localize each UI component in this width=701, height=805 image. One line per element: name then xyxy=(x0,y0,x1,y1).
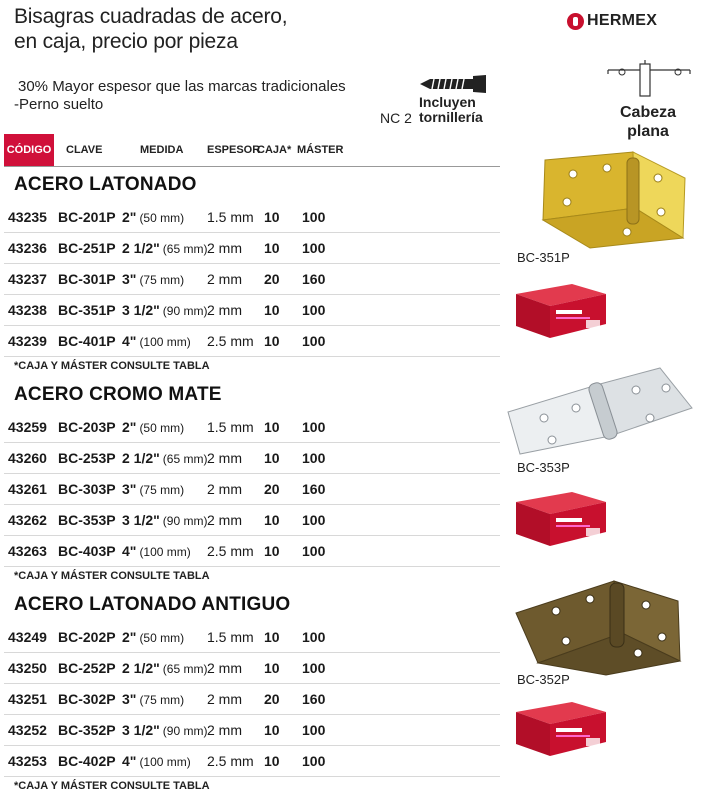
cell-clave: BC-351P xyxy=(58,302,116,318)
cell-clave: BC-251P xyxy=(58,240,116,256)
section-title: ACERO LATONADO xyxy=(14,174,197,195)
cell-medida xyxy=(122,722,207,738)
nc-label: NC 2 xyxy=(380,110,412,126)
title-line-1: Bisagras cuadradas de acero, xyxy=(14,5,288,28)
col-master: MÁSTER xyxy=(297,144,344,156)
cell-master: 100 xyxy=(302,240,326,256)
cell-master: 160 xyxy=(302,271,326,287)
section-title: ACERO LATONADO ANTIGUO xyxy=(14,594,291,615)
cell-espesor: 2 mm xyxy=(207,660,242,676)
head-label-line-1: Cabeza xyxy=(619,104,677,121)
cell-caja: 10 xyxy=(264,302,280,318)
cell-codigo: 43238 xyxy=(8,302,47,318)
sku-label-chrome: BC-353P xyxy=(517,460,570,475)
cell-medida xyxy=(122,419,184,435)
cell-medida xyxy=(122,660,207,676)
table-row xyxy=(4,746,500,777)
cell-medida xyxy=(122,629,184,645)
cell-codigo: 43252 xyxy=(8,722,47,738)
cell-codigo: 43235 xyxy=(8,209,47,225)
cell-medida xyxy=(122,691,184,707)
cell-clave: BC-403P xyxy=(58,543,116,559)
medida-inches: 3" xyxy=(122,481,137,497)
medida-mm: (75 mm) xyxy=(139,273,185,287)
cell-medida xyxy=(122,333,191,349)
cell-codigo: 43260 xyxy=(8,450,47,466)
screw-icon xyxy=(418,74,488,94)
feature-pin: -Perno suelto xyxy=(14,96,104,113)
medida-mm: (75 mm) xyxy=(139,693,185,707)
medida-inches: 4" xyxy=(122,753,137,769)
hinge-chrome-image xyxy=(500,362,695,462)
cell-medida xyxy=(122,209,184,225)
medida-inches: 2 1/2" xyxy=(122,240,160,256)
table-row xyxy=(4,536,500,567)
cell-espesor: 2.5 mm xyxy=(207,543,254,559)
cell-clave: BC-303P xyxy=(58,481,116,497)
medida-mm: (90 mm) xyxy=(162,304,208,318)
hinge-antique-image xyxy=(510,577,690,677)
medida-mm: (65 mm) xyxy=(162,662,208,676)
medida-mm: (65 mm) xyxy=(162,242,208,256)
cell-master: 100 xyxy=(302,543,326,559)
table-row xyxy=(4,264,500,295)
table-row xyxy=(4,653,500,684)
medida-mm: (90 mm) xyxy=(162,724,208,738)
medida-mm: (100 mm) xyxy=(139,755,191,769)
cell-espesor: 2.5 mm xyxy=(207,333,254,349)
col-codigo: CÓDIGO xyxy=(4,134,54,166)
cell-espesor: 2 mm xyxy=(207,481,242,497)
medida-mm: (65 mm) xyxy=(162,452,208,466)
medida-mm: (75 mm) xyxy=(139,483,185,497)
cell-caja: 10 xyxy=(264,722,280,738)
hinge-brass-image xyxy=(515,150,690,250)
cell-clave: BC-201P xyxy=(58,209,116,225)
brand-name: HERMEX xyxy=(587,12,658,29)
cell-espesor: 2 mm xyxy=(207,240,242,256)
medida-mm: (100 mm) xyxy=(139,545,191,559)
cell-master: 100 xyxy=(302,333,326,349)
cell-espesor: 2.5 mm xyxy=(207,753,254,769)
cell-master: 160 xyxy=(302,481,326,497)
col-caja: CAJA* xyxy=(257,144,292,156)
table-row xyxy=(4,715,500,746)
sku-label-brass: BC-351P xyxy=(517,250,570,265)
cell-medida xyxy=(122,481,184,497)
cell-medida xyxy=(122,512,207,528)
cell-clave: BC-202P xyxy=(58,629,116,645)
sku-label-antique: BC-352P xyxy=(517,672,570,687)
cell-caja: 10 xyxy=(264,543,280,559)
cell-codigo: 43253 xyxy=(8,753,47,769)
cell-caja: 10 xyxy=(264,333,280,349)
cell-medida xyxy=(122,753,191,769)
page-title xyxy=(14,4,287,54)
product-box-image xyxy=(512,490,608,548)
cell-master: 100 xyxy=(302,722,326,738)
cell-codigo: 43250 xyxy=(8,660,47,676)
cell-caja: 10 xyxy=(264,450,280,466)
table-row xyxy=(4,233,500,264)
flat-head-diagram-icon xyxy=(606,60,692,100)
cell-medida xyxy=(122,450,207,466)
cell-caja: 20 xyxy=(264,691,280,707)
brand-logo xyxy=(567,12,657,30)
cell-codigo: 43239 xyxy=(8,333,47,349)
col-clave: CLAVE xyxy=(66,144,103,156)
cell-medida xyxy=(122,302,207,318)
medida-mm: (90 mm) xyxy=(162,514,208,528)
cell-clave: BC-252P xyxy=(58,660,116,676)
table-note: *CAJA Y MÁSTER CONSULTE TABLA xyxy=(14,360,210,372)
cell-medida xyxy=(122,240,207,256)
col-espesor: ESPESOR xyxy=(207,144,261,156)
cell-espesor: 1.5 mm xyxy=(207,209,254,225)
col-medida: MEDIDA xyxy=(140,144,184,156)
section-title: ACERO CROMO MATE xyxy=(14,384,222,405)
screws-included-label xyxy=(419,95,483,125)
flat-head-label xyxy=(608,103,688,141)
medida-mm: (50 mm) xyxy=(139,421,185,435)
cell-codigo: 43259 xyxy=(8,419,47,435)
medida-inches: 4" xyxy=(122,543,137,559)
cell-master: 100 xyxy=(302,302,326,318)
cell-codigo: 43263 xyxy=(8,543,47,559)
cell-caja: 10 xyxy=(264,629,280,645)
subtitle xyxy=(14,78,346,114)
table-row xyxy=(4,474,500,505)
cell-clave: BC-302P xyxy=(58,691,116,707)
table-row xyxy=(4,622,500,653)
feature-thickness: 30% Mayor espesor que las marcas tradicionales xyxy=(18,78,346,95)
medida-inches: 2 1/2" xyxy=(122,660,160,676)
table-row xyxy=(4,295,500,326)
head-label-line-2: plana xyxy=(627,123,669,140)
cell-caja: 10 xyxy=(264,209,280,225)
cell-clave: BC-402P xyxy=(58,753,116,769)
medida-inches: 2" xyxy=(122,419,137,435)
cell-codigo: 43261 xyxy=(8,481,47,497)
screw-label-line-2: tornillería xyxy=(419,109,483,125)
cell-espesor: 2 mm xyxy=(207,691,242,707)
table-row xyxy=(4,505,500,536)
medida-mm: (50 mm) xyxy=(139,631,185,645)
table-row xyxy=(4,684,500,715)
medida-inches: 4" xyxy=(122,333,137,349)
medida-mm: (50 mm) xyxy=(139,211,185,225)
cell-medida xyxy=(122,271,184,287)
medida-inches: 2 1/2" xyxy=(122,450,160,466)
cell-codigo: 43249 xyxy=(8,629,47,645)
medida-mm: (100 mm) xyxy=(139,335,191,349)
cell-caja: 20 xyxy=(264,481,280,497)
medida-inches: 2" xyxy=(122,209,137,225)
cell-clave: BC-353P xyxy=(58,512,116,528)
cell-espesor: 2 mm xyxy=(207,271,242,287)
medida-inches: 3 1/2" xyxy=(122,722,160,738)
product-box-image xyxy=(512,282,608,340)
cell-espesor: 1.5 mm xyxy=(207,419,254,435)
table-row xyxy=(4,202,500,233)
hermex-logo-icon xyxy=(567,13,584,30)
cell-master: 100 xyxy=(302,629,326,645)
cell-espesor: 1.5 mm xyxy=(207,629,254,645)
cell-master: 100 xyxy=(302,512,326,528)
medida-inches: 2" xyxy=(122,629,137,645)
medida-inches: 3 1/2" xyxy=(122,512,160,528)
medida-inches: 3" xyxy=(122,271,137,287)
cell-clave: BC-352P xyxy=(58,722,116,738)
cell-caja: 10 xyxy=(264,660,280,676)
cell-clave: BC-401P xyxy=(58,333,116,349)
cell-codigo: 43251 xyxy=(8,691,47,707)
cell-espesor: 2 mm xyxy=(207,722,242,738)
cell-espesor: 2 mm xyxy=(207,450,242,466)
table-note: *CAJA Y MÁSTER CONSULTE TABLA xyxy=(14,570,210,582)
cell-clave: BC-203P xyxy=(58,419,116,435)
medida-inches: 3" xyxy=(122,691,137,707)
medida-inches: 3 1/2" xyxy=(122,302,160,318)
cell-caja: 10 xyxy=(264,419,280,435)
cell-codigo: 43262 xyxy=(8,512,47,528)
cell-master: 100 xyxy=(302,660,326,676)
cell-master: 160 xyxy=(302,691,326,707)
cell-medida xyxy=(122,543,191,559)
product-box-image xyxy=(512,700,608,758)
table-row xyxy=(4,443,500,474)
cell-codigo: 43236 xyxy=(8,240,47,256)
cell-master: 100 xyxy=(302,753,326,769)
title-line-2: en caja, precio por pieza xyxy=(14,30,238,53)
cell-espesor: 2 mm xyxy=(207,512,242,528)
table-row xyxy=(4,326,500,357)
table-row xyxy=(4,412,500,443)
cell-clave: BC-301P xyxy=(58,271,116,287)
cell-caja: 20 xyxy=(264,271,280,287)
cell-espesor: 2 mm xyxy=(207,302,242,318)
cell-caja: 10 xyxy=(264,512,280,528)
cell-master: 100 xyxy=(302,209,326,225)
cell-master: 100 xyxy=(302,450,326,466)
cell-clave: BC-253P xyxy=(58,450,116,466)
table-note: *CAJA Y MÁSTER CONSULTE TABLA xyxy=(14,780,210,792)
header-divider xyxy=(4,166,500,167)
cell-codigo: 43237 xyxy=(8,271,47,287)
cell-caja: 10 xyxy=(264,240,280,256)
cell-caja: 10 xyxy=(264,753,280,769)
screw-label-line-1: Incluyen xyxy=(419,94,476,110)
cell-master: 100 xyxy=(302,419,326,435)
